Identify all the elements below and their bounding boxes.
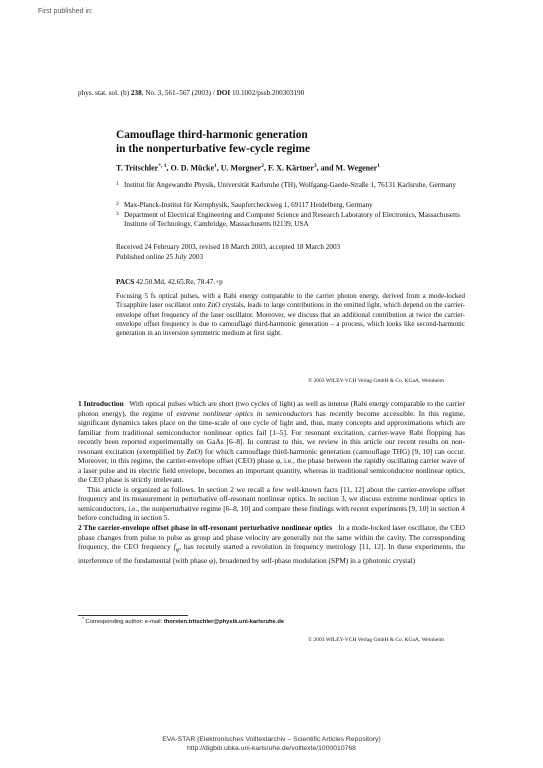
footnote-label: Corresponding author: e-mail: <box>83 618 164 625</box>
paragraph-text: , has recently started a revolution in frequency metrology [11, 12]. In these experiments, the interference of the fundamental (with phase φ), broadened by self-phase modulation (SPM) in a (photonic crystal) <box>78 542 465 565</box>
received-dates <box>116 243 466 262</box>
journal-prefix: phys. stat. sol. (b) <box>78 89 131 97</box>
author-affil-mark: 2 <box>261 163 264 169</box>
affiliation-text: Department of Electrical Engineering and Computer Science and Research Laboratory of Electronics, Massachusetts Institute of Technology, Cambridge, Massachusetts 02139, USA <box>124 211 460 229</box>
author-name: F. X. Kärtner <box>267 163 314 173</box>
footnote-divider <box>78 615 188 616</box>
section-introduction <box>78 399 465 523</box>
paragraph-text: has recently become accessible. In this regime, significant dynamics takes place on the time-scale of one cycle of light and, thus, many concepts and approximations which are familiar from traditional semiconductor nonlinear optics fail [1–5]. For resonant excitation, carrier-wave Rabi flopping has recently been reported experimentally on GaAs [6–8]. In contrast to this, we review in this article our recent results on non-resonant excitation (exemplified by ZnO) for which camouflage third-harmonic generation (camouflage THG) [9, 10] can occur. Moreover, in this regime, the carrier-envelope offset (CEO) phase φ, i.e., the phase between the rapidly oscillating carrier wave of a laser pulse and its electric field envelope, becomes an important quantity, whereas in traditional semiconductor nonlinear optics, the CEO phase is strictly irrelevant. <box>78 408 465 484</box>
author-name: M. Wegener <box>335 163 378 173</box>
published-online-line: Published online 25 July 2003 <box>116 252 204 261</box>
repository-footer <box>0 735 543 753</box>
abstract: Focusing 5 fs optical pulses, with a Rabi energy comparable to the carrier photon energy, derived from a mode-locked Ti:sapphire laser oscillator onto ZnO crystals, leads to large contributions in the emitted light, which depend on the carrier-envelope offset frequency of the laser oscillator. Moreover, we discuss that an additional contribution at twice the carrier-envelope offset frequency is due to camouflage third-harmonic generation – a process, which looks like second-harmonic generation in an inversion symmetric medium at first sight. <box>116 292 465 338</box>
paragraph-text: With optical pulses which are short (two cycles of light) as well as intense (Rabi energy comparable to the carrier photon energy), the regime of <box>78 399 465 418</box>
author-email-link[interactable]: thorsten.tritschler@physik.uni-karlsruhe.de <box>163 618 285 625</box>
author-affil-mark: 1 <box>377 163 380 169</box>
author-separator: , <box>166 163 171 173</box>
author-list <box>116 163 456 173</box>
affiliation <box>116 201 466 210</box>
affiliation-number: 1 <box>116 181 119 187</box>
journal-issue-pages: , No. 3, 561–567 (2003) / <box>141 89 217 97</box>
paragraph <box>78 399 465 485</box>
paragraph <box>78 523 465 565</box>
author-affil-mark: 1 <box>214 163 217 169</box>
author-separator: , <box>216 163 221 173</box>
journal-volume: 238 <box>130 89 142 97</box>
repository-name: EVA-STAR (Elektronisches Volltextarchiv – Scientific Articles Repository) <box>162 736 381 743</box>
article-title <box>116 128 476 156</box>
section-heading: 2 The carrier-envelope offset phase in off-resonant perturbative nonlinear optics <box>78 523 333 532</box>
doi-label: DOI <box>216 89 231 97</box>
title-line: in the nonperturbative few-cycle regime <box>116 143 311 155</box>
pacs-label: PACS <box>116 278 135 286</box>
copyright-notice-footer: © 2003 WILEY-VCH Verlag GmbH & Co. KGaA, Weinheim <box>308 637 445 643</box>
author-name: U. Morgner <box>220 163 262 173</box>
affiliation-text: Max-Planck-Institut für Kernphysik, Saupfercheckweg 1, 69117 Heidelberg, Germany <box>124 201 373 209</box>
section-ceo-phase <box>78 523 465 565</box>
author-separator: , <box>263 163 268 173</box>
paragraph-text: In a mode-locked laser oscillator, the CEO phase changes from pulse to pulse as group and phase velocity are generally not the same within the cavity. The corresponding frequency, the CEO frequency <box>78 523 466 551</box>
symbol-f: f <box>173 542 176 551</box>
first-published-note: First published in: <box>38 8 93 15</box>
affiliation-number: 3 <box>116 211 119 217</box>
affiliation <box>116 181 466 190</box>
emphasis-text: extreme nonlinear optics in semiconductors <box>176 408 313 418</box>
section-heading: 1 Introduction <box>78 399 124 408</box>
doi-value[interactable]: 10.1002/pssb.200303190 <box>230 89 305 97</box>
symbol-subscript: φ <box>175 547 180 554</box>
author-name: T. Tritschler <box>116 163 159 173</box>
author-and: and <box>320 163 336 173</box>
affiliation-number: 2 <box>116 201 119 207</box>
journal-citation <box>78 89 304 97</box>
footnote <box>82 617 284 625</box>
affiliation-text: Institut für Angewandte Physik, Universität Karlsruhe (TH), Wolfgang-Gaede-Straße 1, 76131 Karlsruhe, Germany <box>124 181 457 189</box>
title-line: Camouflage third-harmonic generation <box>116 129 308 141</box>
author-separator: , <box>316 163 321 173</box>
received-line: Received 24 February 2003, revised 18 March 2003, accepted 18 March 2003 <box>116 243 341 251</box>
copyright-notice: © 2003 WILEY-VCH Verlag GmbH & Co. KGaA, Weinheim <box>308 378 445 384</box>
author-affil-mark: 3 <box>313 163 317 169</box>
pacs-codes <box>116 278 223 286</box>
paragraph: This article is organized as follows. In section 2 we recall a few well-known facts [11, 12] about the carrier-envelope offset frequency and its measurement in perturbative off-resonant nonlinear optics. In section 3, we discuss extreme nonlinear optics in semiconductors, i.e., the nonperturbative regime [6–8, 10] and compare these findings with recent experiments [9, 10] in section 4 before concluding in section 5. <box>78 484 465 522</box>
pacs-values: 42.50.Md, 42.65.Re, 78.47.+p <box>134 278 223 286</box>
repository-url[interactable]: http://digbib.ubka.uni-karlsruhe.de/volltexte/1000010768 <box>187 745 356 752</box>
affiliation <box>116 211 466 230</box>
footnote-mark: * <box>82 617 84 622</box>
author-name: O. D. Mücke <box>170 163 215 173</box>
author-affil-mark: *, 1 <box>158 163 167 169</box>
